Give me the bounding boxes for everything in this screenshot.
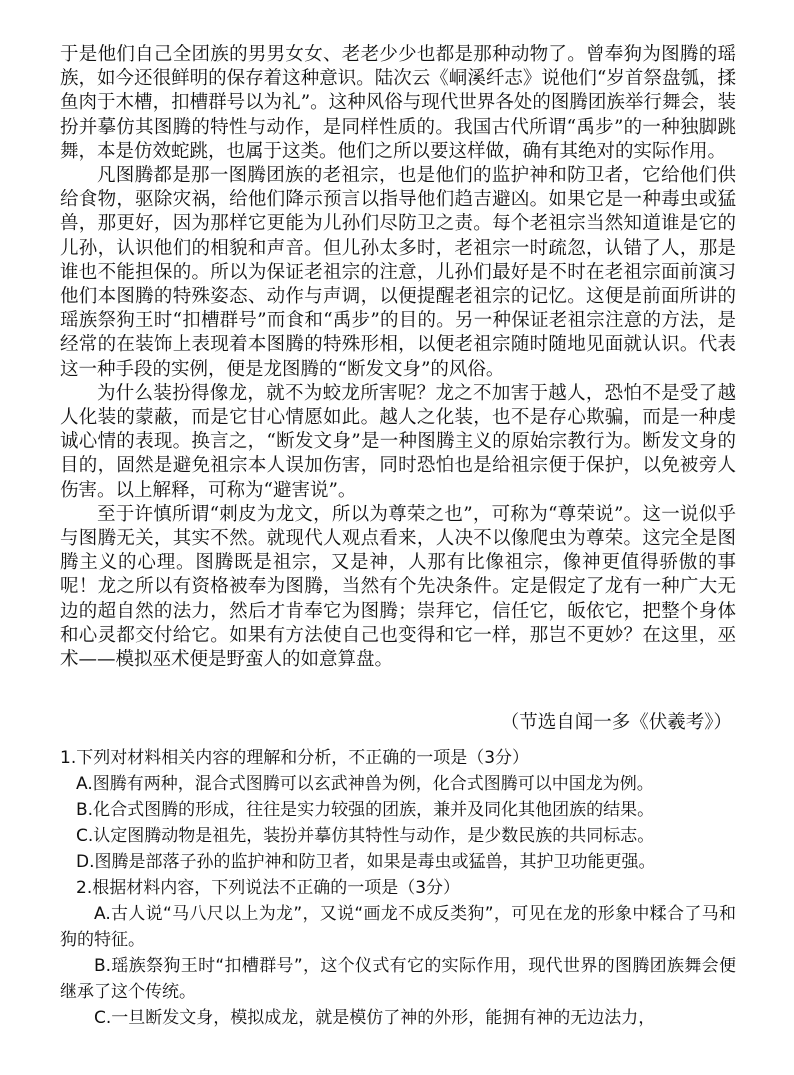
passage-paragraph-2: 凡图腾都是那一图腾团族的老祖宗，也是他们的监护神和防卫者，它给他们供给食物，驱除灾祸，给他们降示预言以指导他们趋吉避凶。如果它是一种毒虫或猛兽，那更好，因为那样它更能为儿孙们尽防卫之责。每个老祖宗当然知道谁是它的儿孙，认识他们的相貌和声音。但儿孙太多时，老祖宗一时疏忽，认错了人，那是谁也不能担保的。所以为保证老祖宗的注意，儿孙们最好是不时在老祖宗面前演习他们本图腾的特殊姿态、动作与声调，以便提醒老祖宗的记忆。这便是前面所讲的瑶族祭狗王时“扣槽群号”而食和“禹步”的目的。另一种保证老祖宗注意的方法，是经常的在装饰上表现着本图腾的特殊形相，以便老祖宗随时随地见面就认识。代表这一种手段的实例，便是龙图腾的“断发文身”的风俗。: [60, 165, 736, 380]
passage: [60, 43, 736, 672]
question-1-option-a: A.图腾有两种，混合式图腾可以玄武神兽为例，化合式图腾可以中国龙为例。: [76, 774, 654, 794]
question-1-stem: 1.下列对材料相关内容的理解和分析，不正确的一项是（3分）: [60, 748, 530, 768]
question-1-option-c: C.认定图腾动物是祖先，装扮并摹仿其特性与动作，是少数民族的共同标志。: [76, 826, 655, 846]
passage-paragraph-4: 至于许慎所谓“刺皮为龙文，所以为尊荣之也”，可称为“尊荣说”。这一说似乎与图腾无关，其实不然。就现代人观点看来，人决不以像爬虫为尊荣。这完全是图腾主义的心理。图腾既是祖宗，又是神，人那有比像祖宗，像神更值得骄傲的事呢！龙之所以有资格被奉为图腾，当然有个先决条件。定是假定了龙有一种广大无边的超自然的法力，然后才肯奉它为图腾；崇拜它，信任它，皈依它，把整个身体和心灵都交付给它。如果有方法使自己也变得和它一样，那岂不更妙？在这里，巫术——模拟巫术便是野蛮人的如意算盘。: [60, 503, 736, 671]
questions-section: [60, 745, 736, 1031]
question-2-stem: 2.根据材料内容，下列说法不正确的一项是（3分）: [76, 878, 461, 898]
source-citation: （节选自闻一多《伏羲考》）: [500, 712, 732, 733]
question-1-option-b: B.化合式图腾的形成，往往是实力较强的团族，兼并及同化其他团族的结果。: [76, 800, 655, 820]
passage-paragraph-1: 于是他们自己全团族的男男女女、老老少少也都是那种动物了。曾奉狗为图腾的瑶族，如今还很鲜明的保存着这种意识。陆次云《峒溪纤志》说他们“岁首祭盘瓠，揉鱼肉于木槽，扣槽群号以为礼”。这种风俗与现代世界各处的图腾团族举行舞会，装扮并摹仿其图腾的特性与动作，是同样性质的。我国古代所谓“禹步”的一种独脚跳舞，本是仿效蛇跳，也属于这类。他们之所以要这样做，确有其绝对的实际作用。: [60, 44, 736, 162]
question-2-option-a: A.古人说“马八尺以上为龙”，又说“画龙不成反类狗”，可见在龙的形象中糅合了马和狗的特征。: [60, 904, 736, 950]
question-1-option-d: D.图腾是部落子孙的监护神和防卫者，如果是毒虫或猛兽，其护卫功能更强。: [76, 852, 656, 872]
question-2-option-b: B.瑶族祭狗王时“扣槽群号”，这个仪式有它的实际作用，现代世界的图腾团族舞会便继承了这个传统。: [60, 956, 736, 1002]
question-2-option-c: C.一旦断发文身，模拟成龙，就是模仿了神的外形，能拥有神的无边法力，: [94, 1008, 656, 1028]
passage-paragraph-3: 为什么装扮得像龙，就不为蛟龙所害呢？龙之不加害于越人，恐怕不是受了越人化装的蒙蔽，而是它甘心情愿如此。越人之化装，也不是存心欺骗，而是一种虔诚心情的表现。换言之，“断发文身”是一种图腾主义的原始宗教行为。断发文身的目的，固然是避免祖宗本人误加伤害，同时恐怕也是给祖宗便于保护，以免被旁人伤害。以上解释，可称为“避害说”。: [60, 382, 736, 501]
